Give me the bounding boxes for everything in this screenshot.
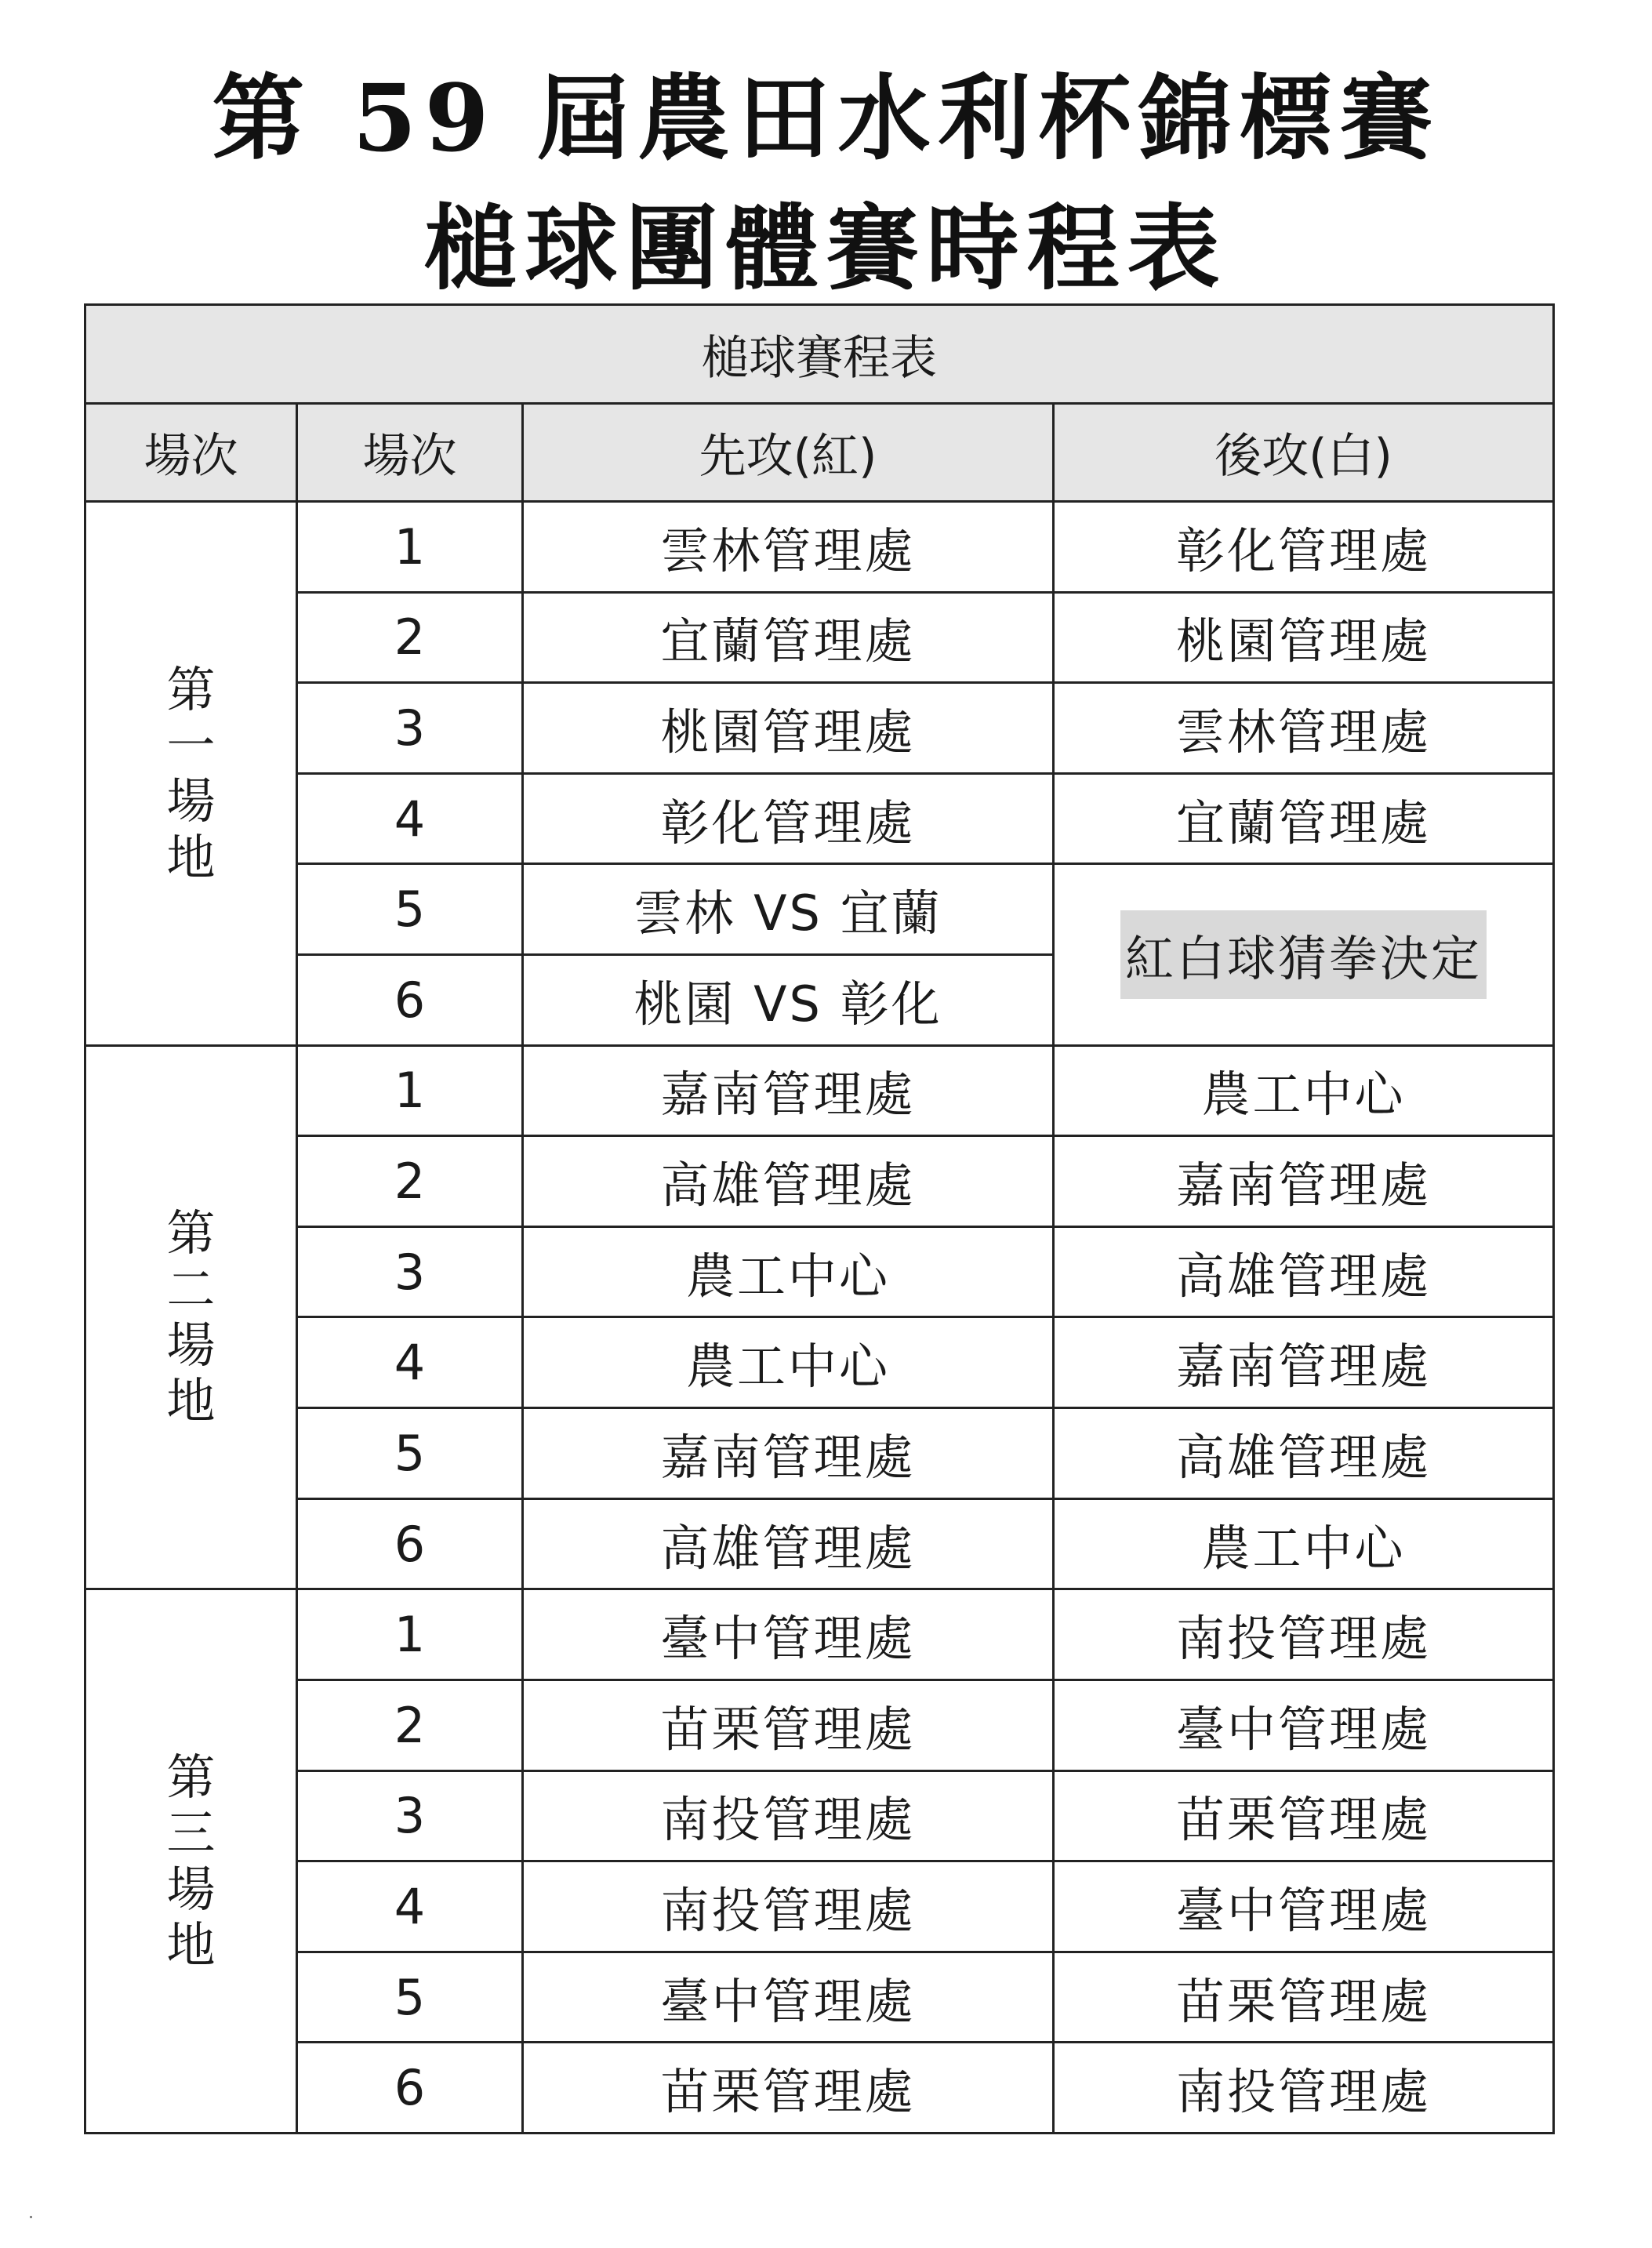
match-number: 3 [297,683,523,774]
white-team: 雲林管理處 [1054,683,1554,774]
header-red-team: 先攻(紅) [523,404,1054,502]
white-team: 彰化管理處 [1054,502,1554,593]
red-team: 苗栗管理處 [523,2043,1054,2134]
table-row [85,1408,1554,1499]
match-number: 3 [297,1226,523,1317]
venue-2-label: 第 二 場 地 [85,1045,297,1589]
white-team: 桃園管理處 [1054,592,1554,683]
table-row [85,1680,1554,1770]
table-row [85,1770,1554,1861]
white-team: 臺中管理處 [1054,1861,1554,1952]
red-team: 農工中心 [523,1226,1054,1317]
red-team: 臺中管理處 [523,1952,1054,2043]
table-row [85,864,1554,955]
white-team: 宜蘭管理處 [1054,773,1554,864]
table-row [85,1045,1554,1136]
table-row [85,1952,1554,2043]
document-subtitle: 槌球團體賽時程表 [424,194,1228,303]
match-number: 4 [297,1317,523,1408]
coin-toss-note-cell [1054,864,1554,1045]
table-row [85,1317,1554,1408]
white-team: 苗栗管理處 [1054,1952,1554,2043]
white-team: 嘉南管理處 [1054,1136,1554,1227]
match-number: 2 [297,1136,523,1227]
red-team: 高雄管理處 [523,1136,1054,1227]
match-number: 4 [297,773,523,864]
document-title: 第 59 屆農田水利杯錦標賽 [212,64,1440,173]
schedule-table [84,303,1555,2134]
red-team: 高雄管理處 [523,1498,1054,1589]
scan-speck [30,2216,32,2218]
match-number: 6 [297,955,523,1046]
match-number: 5 [297,1408,523,1499]
red-team: 嘉南管理處 [523,1045,1054,1136]
table-row [85,683,1554,774]
table-row [85,1136,1554,1227]
red-team: 彰化管理處 [523,773,1054,864]
coin-toss-note: 紅白球猜拳決定 [1120,910,1487,999]
table-row [85,1861,1554,1952]
white-team: 農工中心 [1054,1498,1554,1589]
table-row [85,502,1554,593]
red-team: 雲林管理處 [523,502,1054,593]
red-team: 桃園管理處 [523,683,1054,774]
red-team: 南投管理處 [523,1861,1054,1952]
red-team: 南投管理處 [523,1770,1054,1861]
match-number: 1 [297,502,523,593]
table-row [85,2043,1554,2134]
match-number: 5 [297,1952,523,2043]
match-number: 1 [297,1589,523,1680]
red-team: 農工中心 [523,1317,1054,1408]
header-venue: 場次 [85,404,297,502]
table-row [85,1589,1554,1680]
match-number: 2 [297,1680,523,1770]
white-team: 臺中管理處 [1054,1680,1554,1770]
header-white-team: 後攻(白) [1054,404,1554,502]
table-row [85,1498,1554,1589]
white-team: 高雄管理處 [1054,1226,1554,1317]
table-caption: 槌球賽程表 [85,305,1554,404]
table-row [85,773,1554,864]
white-team: 高雄管理處 [1054,1408,1554,1499]
match-number: 6 [297,2043,523,2134]
white-team: 苗栗管理處 [1054,1770,1554,1861]
match-number: 5 [297,864,523,955]
red-team: 嘉南管理處 [523,1408,1054,1499]
match-number: 6 [297,1498,523,1589]
venue-3-label: 第 三 場 地 [85,1589,297,2134]
red-team: 宜蘭管理處 [523,592,1054,683]
venue-1-label: 第 一 場 地 [85,502,297,1046]
white-team: 南投管理處 [1054,1589,1554,1680]
match-number: 2 [297,592,523,683]
red-team: 苗栗管理處 [523,1680,1054,1770]
match-number: 3 [297,1770,523,1861]
header-match-number: 場次 [297,404,523,502]
red-team: 桃園 VS 彰化 [523,955,1054,1046]
red-team: 雲林 VS 宜蘭 [523,864,1054,955]
table-row [85,592,1554,683]
match-number: 4 [297,1861,523,1952]
table-row [85,1226,1554,1317]
white-team: 嘉南管理處 [1054,1317,1554,1408]
match-number: 1 [297,1045,523,1136]
red-team: 臺中管理處 [523,1589,1054,1680]
white-team: 南投管理處 [1054,2043,1554,2134]
white-team: 農工中心 [1054,1045,1554,1136]
